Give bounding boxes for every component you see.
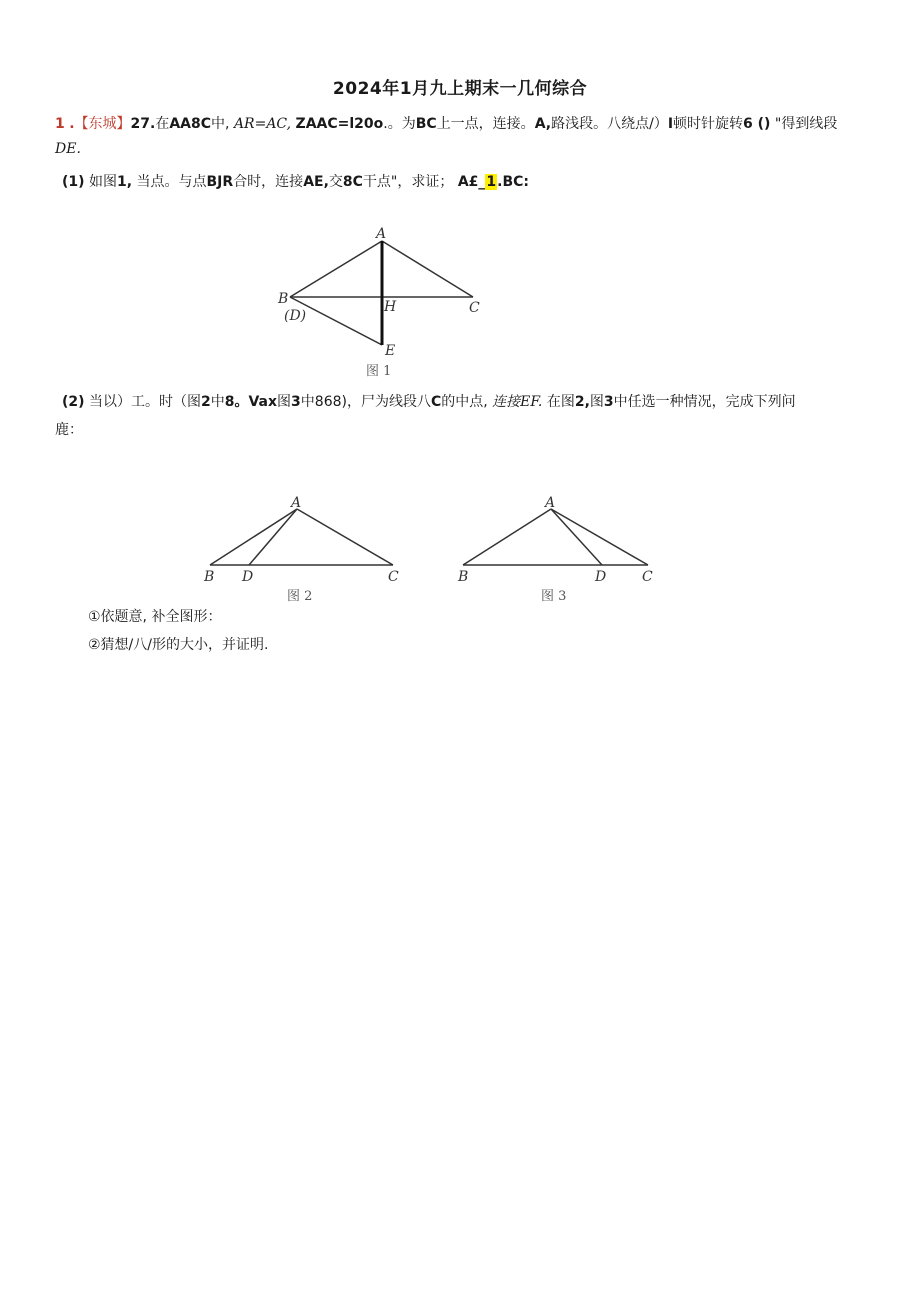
segment-AB xyxy=(463,509,551,565)
figure-2 xyxy=(195,493,415,608)
part2-t15: 中任选一种情况，完成下列问 xyxy=(613,394,796,410)
label-B: B xyxy=(278,291,289,307)
stmt-m: 6 () xyxy=(743,116,771,132)
part1-t3: 当点。与点 xyxy=(136,174,207,190)
sub-question-1: ①依题意, 补全图形： xyxy=(88,609,222,625)
part2-t6: 3 xyxy=(291,394,301,410)
label-A: A xyxy=(545,495,556,511)
problem-statement-line1 xyxy=(55,113,837,133)
part2-t3: 中 xyxy=(210,394,225,410)
figure-2-caption: 图 2 xyxy=(287,589,313,604)
figure-3-caption: 图 3 xyxy=(541,589,567,604)
figure-1 xyxy=(270,225,490,385)
stmt-b: AA8C xyxy=(169,116,212,132)
figure-1-caption: 图 1 xyxy=(366,364,392,379)
label-D: D xyxy=(595,569,607,585)
segment-AC xyxy=(382,241,473,297)
part2-t10: 连接EF. xyxy=(492,394,543,410)
label-D: (D) xyxy=(284,308,307,324)
problem-dot: . xyxy=(69,116,75,132)
part1-t10: A£_ xyxy=(457,174,486,190)
segment-AB xyxy=(290,241,382,297)
label-D: D xyxy=(242,569,254,585)
segment-AD xyxy=(551,509,602,565)
stmt-f: .。为 xyxy=(383,116,416,132)
part1-t5: 合时，连接 xyxy=(233,174,304,190)
stmt-a: 在 xyxy=(155,116,170,132)
part1-t12: .BC: xyxy=(497,174,530,190)
segment-AD xyxy=(249,509,297,565)
part2-t11: 在图 xyxy=(546,394,575,410)
stmt-n: "得到线段 xyxy=(774,116,838,132)
part2-t4: 8。Vax xyxy=(224,394,278,410)
part1-t9: 干点"，求证； xyxy=(362,174,454,190)
part1-t6: AE, xyxy=(303,174,329,190)
part1-t7: 交 xyxy=(328,174,343,190)
part2-t7: 中868)，尸为线段八 xyxy=(300,394,431,410)
highlight-mark: 1 xyxy=(486,174,497,190)
part2-t13: 图 xyxy=(589,394,604,410)
label-C: C xyxy=(388,569,399,585)
stmt-d: AR=AC, xyxy=(233,116,292,132)
part1-number: (1) xyxy=(62,174,85,190)
stmt-j: 路浅段。八绕点/） xyxy=(551,116,668,132)
label-A: A xyxy=(376,226,387,242)
part2-question-line2: 鹿： xyxy=(55,422,83,438)
part2-t5: 图 xyxy=(277,394,292,410)
part1-question xyxy=(62,171,529,191)
label-C: C xyxy=(469,300,480,316)
part2-t2: 2 xyxy=(201,394,211,410)
part2-t8: C xyxy=(430,394,442,410)
stmt-e: ZAAC=l20o xyxy=(295,116,384,132)
source-tag: 【东城】 xyxy=(74,116,131,132)
part1-t1: 如图 xyxy=(89,174,117,190)
label-E: E xyxy=(385,343,396,359)
sub-question-2: ②猜想/八/形的大小，并证明. xyxy=(88,637,269,653)
stmt-k: I xyxy=(667,116,674,132)
part2-t14: 3 xyxy=(603,394,614,410)
problem-number: 1 xyxy=(55,116,65,132)
segment-AC xyxy=(551,509,648,565)
segment-AB xyxy=(210,509,297,565)
part2-t9: 的中点, xyxy=(441,394,488,410)
part2-question xyxy=(62,391,796,411)
label-B: B xyxy=(458,569,469,585)
label-A: A xyxy=(291,495,302,511)
figure-3 xyxy=(450,493,670,608)
part2-t12: 2, xyxy=(574,394,590,410)
stmt-i: A, xyxy=(534,116,552,132)
label-H: H xyxy=(384,299,397,315)
label-C: C xyxy=(642,569,653,585)
problem-statement-line2: DE. xyxy=(55,141,81,157)
part2-t1: 当以）工。时（图 xyxy=(89,394,201,410)
part1-t2: 1, xyxy=(117,174,133,190)
stmt-l: 顿时针旋转 xyxy=(673,116,744,132)
part2-number: (2) xyxy=(62,394,85,410)
stmt-c: 中, xyxy=(211,116,230,132)
label-B: B xyxy=(204,569,215,585)
question-number: 27. xyxy=(130,116,156,132)
part1-t4: BJR xyxy=(206,174,234,190)
page-title: 2024年1月九上期末一几何综合 xyxy=(332,79,588,99)
stmt-h: 上一点，连接。 xyxy=(436,116,535,132)
stmt-g: BC xyxy=(415,116,437,132)
segment-AC xyxy=(297,509,393,565)
part1-t8: 8C xyxy=(342,174,363,190)
